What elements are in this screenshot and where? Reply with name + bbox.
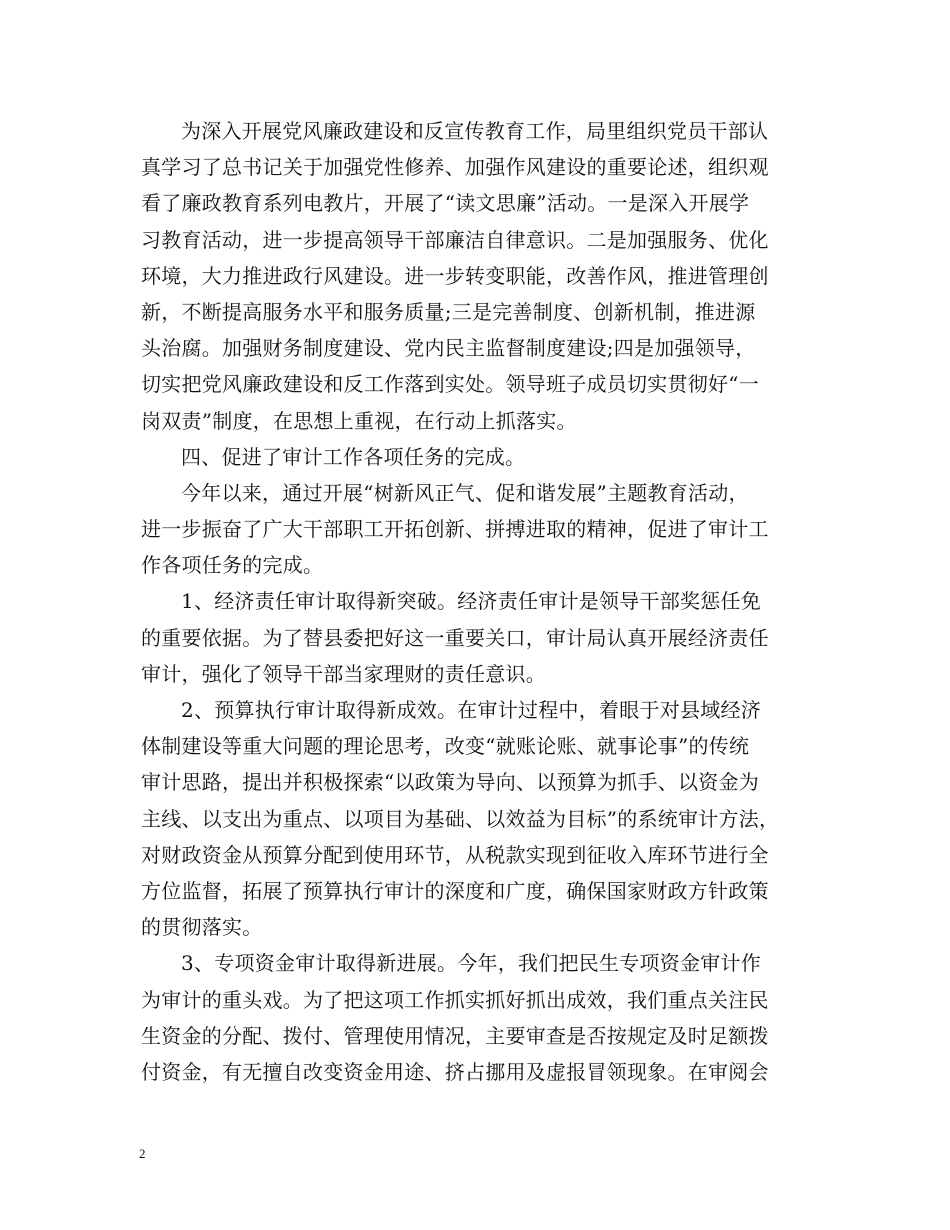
text-line: 头治腐。加强财务制度建设、党内民主监督制度建设;四是加强领导， xyxy=(141,336,756,361)
text-line: 看了廉政教育系列电教片，开展了“读文思廉”活动。一是深入开展学 xyxy=(141,191,750,216)
text-line: 新，不断提高服务水平和服务质量;三是完善制度、创新机制，推进源 xyxy=(141,299,756,324)
body-text xyxy=(141,113,821,1090)
text-line: 作各项任务的完成。 xyxy=(141,553,324,578)
text-line: 2、预算执行审计取得新成效。在审计过程中，着眼于对县域经济 xyxy=(181,698,761,722)
text-line: 1、经济责任审计取得新突破。经济责任审计是领导干部奖惩任免 xyxy=(181,589,761,614)
text-line: 3、专项资金审计取得新进展。今年，我们把民生专项资金审计作 xyxy=(181,951,761,976)
text-line: 体制建设等重大问题的理论思考，改变“就账论账、就事论事”的传统 xyxy=(141,734,750,759)
text-line: 切实把党风廉政建设和反工作落到实处。领导班子成员切实贯彻好“一 xyxy=(141,372,759,397)
text-line: 为审计的重头戏。为了把这项工作抓实抓好抓出成效，我们重点关注民 xyxy=(141,987,769,1012)
text-line: 审计，强化了领导干部当家理财的责任意识。 xyxy=(141,661,546,686)
text-line: 习教育活动，进一步提高领导干部廉洁自律意识。二是加强服务、优化 xyxy=(141,227,769,252)
page-number: 2 xyxy=(139,1146,146,1161)
text-line: 今年以来，通过开展“树新风正气、促和谐发展”主题教育活动， xyxy=(181,480,749,505)
text-line: 进一步振奋了广大干部职工开拓创新、拼搏进取的精神，促进了审计工 xyxy=(141,517,769,542)
text-line: 生资金的分配、拨付、管理使用情况，主要审查是否按规定及时足额拨 xyxy=(141,1023,769,1048)
text-line: 真学习了总书记关于加强党性修养、加强作风建设的重要论述，组织观 xyxy=(141,155,769,180)
text-line: 主线、以支出为重点、以项目为基础、以效益为目标”的系统审计方法， xyxy=(141,806,780,831)
text-line: 为深入开展党风廉政建设和反宣传教育工作，局里组织党员干部认 xyxy=(181,119,769,143)
text-line: 岗双责”制度，在思想上重视，在行动上抓落实。 xyxy=(141,408,577,433)
text-line: 方位监督，拓展了预算执行审计的深度和广度，确保国家财政方针政策 xyxy=(141,878,769,903)
text-line: 环境，大力推进政行风建设。进一步转变职能，改善作风，推进管理创 xyxy=(141,263,769,288)
section-heading: 四、促进了审计工作各项任务的完成。 xyxy=(181,444,526,469)
text-line: 的重要依据。为了替县委把好这一重要关口，审计局认真开展经济责任 xyxy=(141,625,769,650)
text-line: 审计思路，提出并积极探索“以政策为导向、以预算为抓手、以资金为 xyxy=(141,770,759,795)
text-line: 付资金，有无擅自改变资金用途、挤占挪用及虚报冒领现象。在审阅会 xyxy=(141,1059,769,1084)
text-line: 的贯彻落实。 xyxy=(141,915,263,940)
text-line: 对财政资金从预算分配到使用环节，从税款实现到征收入库环节进行全 xyxy=(141,842,769,867)
